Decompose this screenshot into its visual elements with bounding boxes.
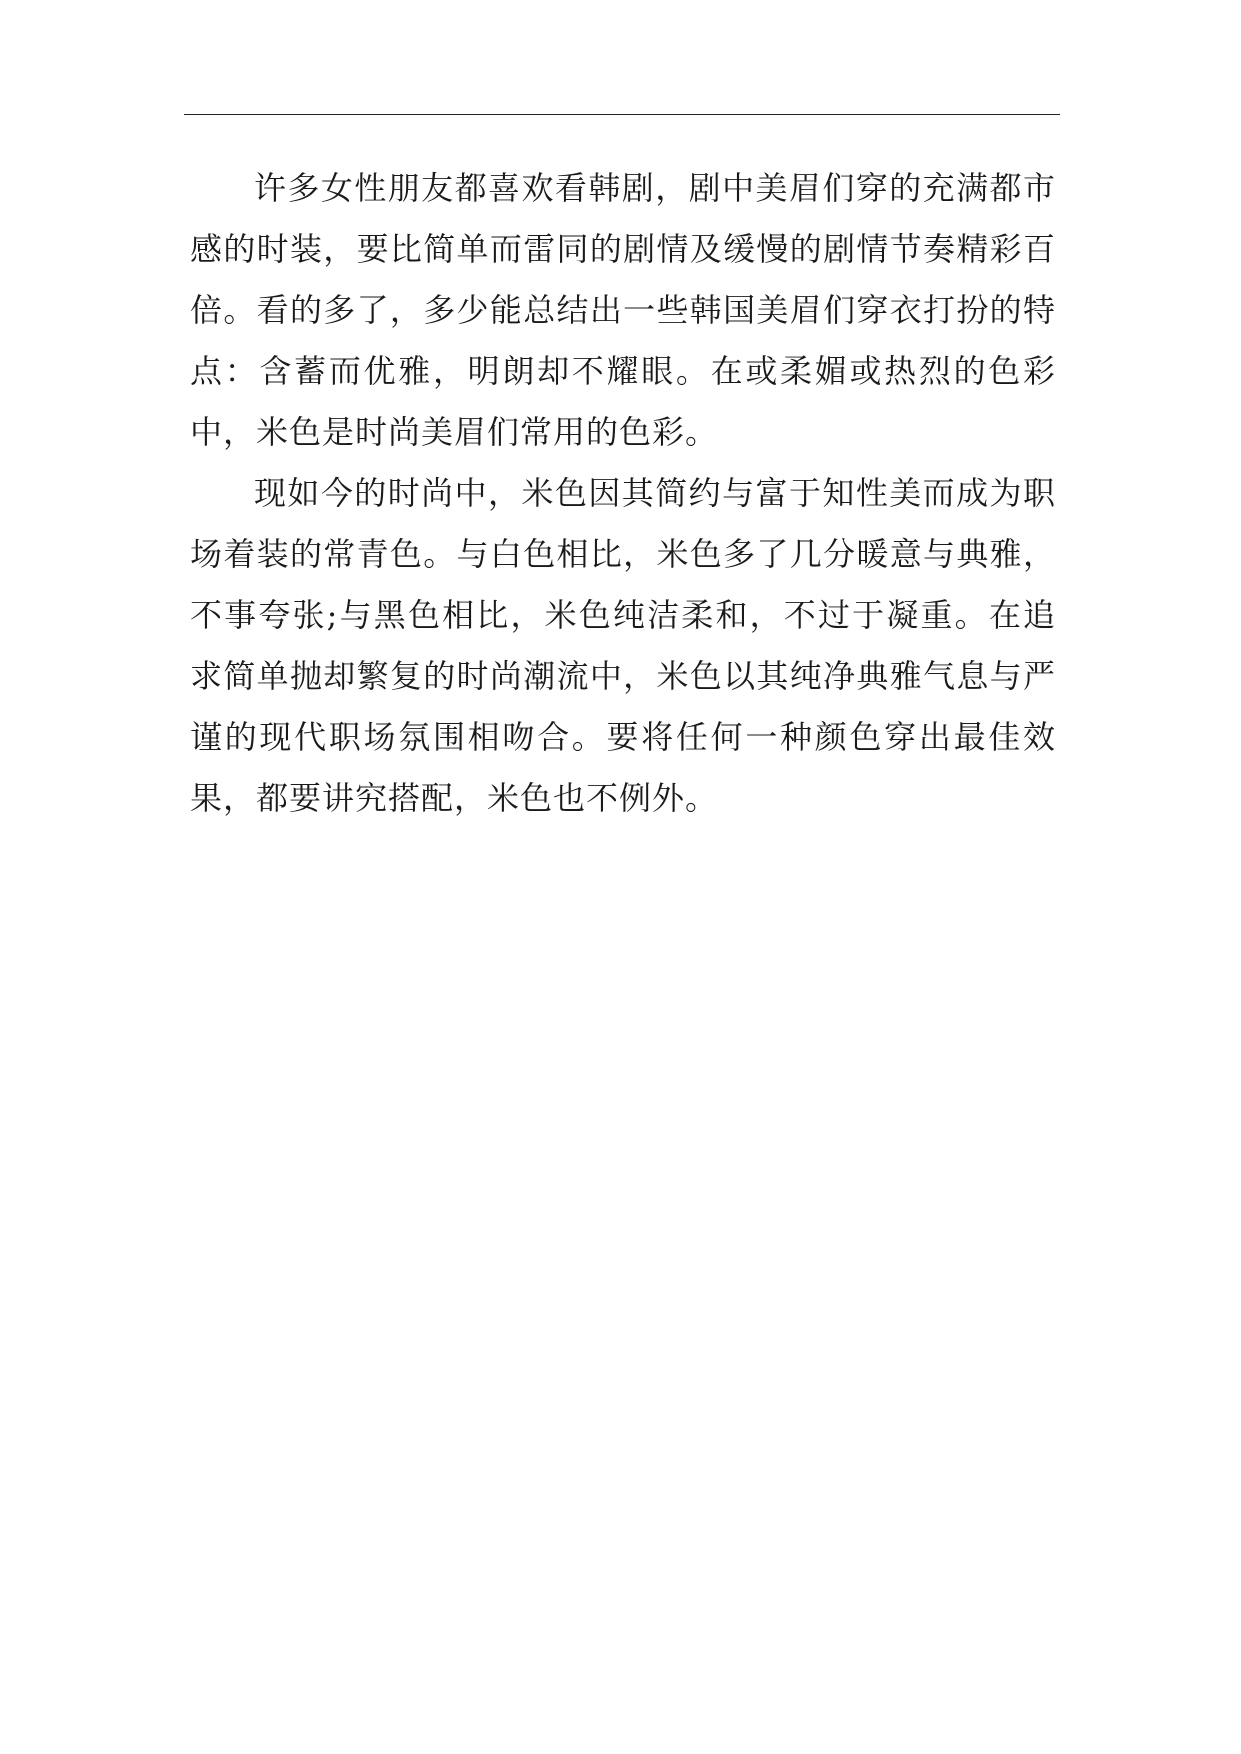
header-rule — [184, 114, 1060, 115]
paragraph-2: 现如今的时尚中，米色因其简约与富于知性美而成为职场着装的常青色。与白色相比，米色多了几分暖意与典雅，不事夸张;与黑色相比，米色纯洁柔和，不过于凝重。在追求简单抛却繁复的时尚潮流中，米色以其纯净典雅气息与严谨的现代职场氛围相吻合。要将任何一种颜色穿出最佳效果，都要讲究搭配，米色也不例外。 — [190, 474, 1056, 817]
body-text — [190, 158, 1056, 829]
paragraph-1: 许多女性朋友都喜欢看韩剧，剧中美眉们穿的充满都市感的时装，要比简单而雷同的剧情及缓慢的剧情节奏精彩百倍。看的多了，多少能总结出一些韩国美眉们穿衣打扮的特点：含蓄而优雅，明朗却不耀眼。在或柔媚或热烈的色彩中，米色是时尚美眉们常用的色彩。 — [190, 169, 1056, 451]
